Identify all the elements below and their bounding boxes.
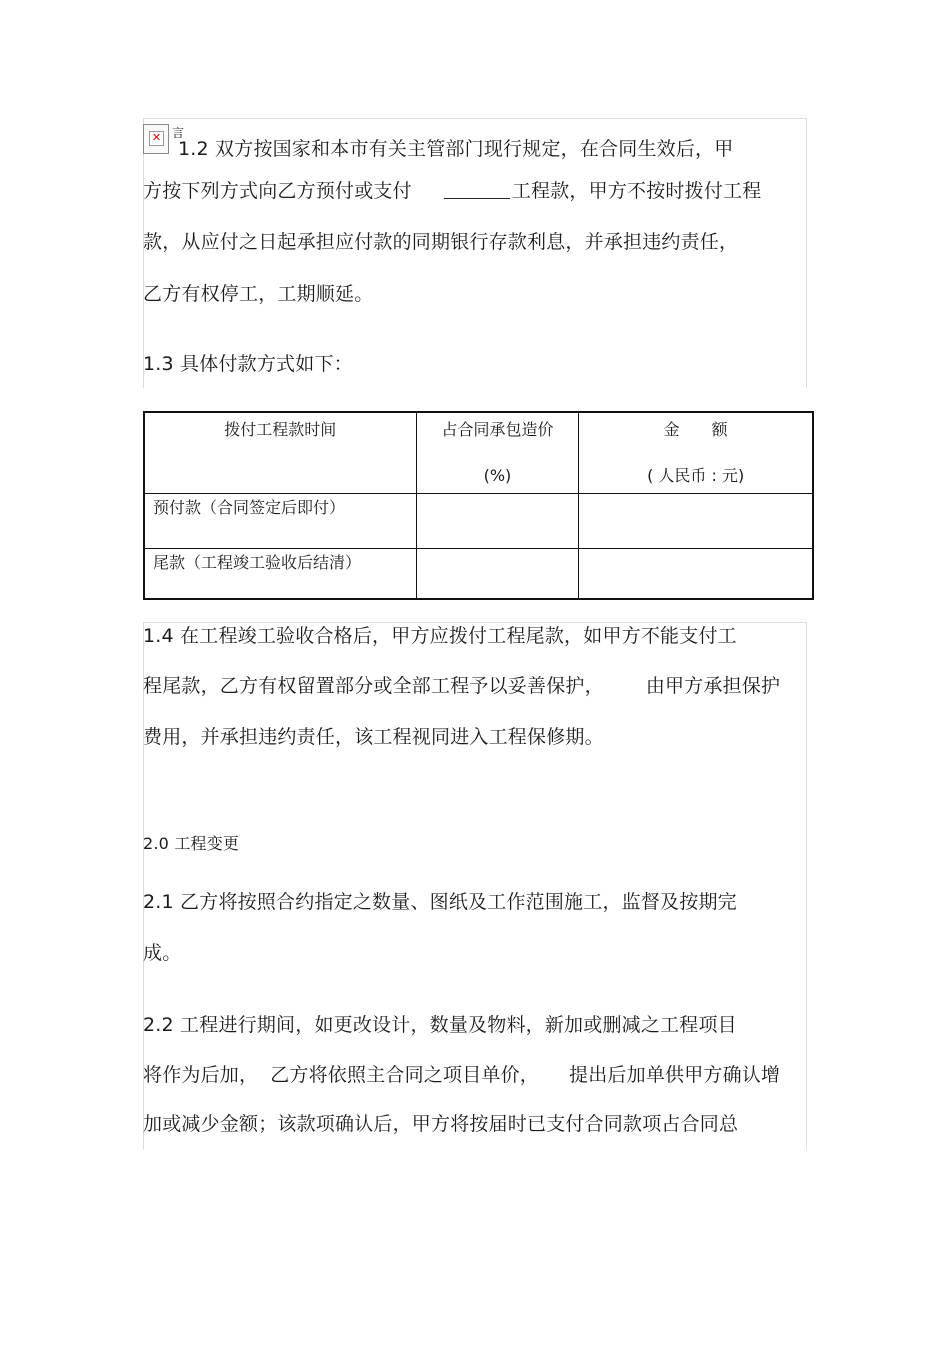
para-2-2-line-2-a: 将作为后加， — [143, 1064, 259, 1086]
para-1-3: 1.3 具体付款方式如下： — [143, 353, 353, 375]
row-percent-cell — [416, 494, 579, 549]
para-2-2-line-1: 2.2 工程进行期间，如更改设计，数量及物料，新加或删减之工程项目 — [143, 1014, 737, 1036]
para-1-4-line-2 — [143, 674, 780, 698]
row-amount-cell — [579, 494, 813, 549]
para-1-2-line-3: 款，从应付之日起承担应付款的同期银行存款利息，并承担违约责任， — [143, 231, 739, 253]
para-1-2-line-4: 乙方有权停工，工期顺延。 — [143, 283, 374, 305]
para-1-2-line-2 — [143, 179, 761, 203]
para-1-4-line-2-end: 由甲方承担保护 — [645, 675, 781, 697]
para-2-1-line-1: 2.1 乙方将按照合约指定之数量、图纸及工作范围施工，监督及按期完 — [143, 891, 737, 913]
frame-right-line — [806, 118, 807, 388]
row-label: 预付款（合同签定后即付） — [144, 494, 416, 549]
para-2-2-line-2 — [143, 1063, 780, 1087]
header-time — [144, 412, 416, 494]
frame-top-line — [143, 118, 807, 119]
para-1-4-line-1: 1.4 在工程竣工验收合格后，甲方应拨付工程尾款，如甲方不能支付工 — [143, 625, 737, 647]
frame-top-line-2 — [143, 622, 807, 623]
table-row — [144, 494, 813, 549]
table-row — [144, 549, 813, 600]
row-percent-cell — [416, 549, 579, 600]
row-label: 尾款（工程竣工验收后结清） — [144, 549, 416, 600]
para-1-4-line-2-start: 程尾款，乙方有权留置部分或全部工程予以妥善保护， — [143, 675, 604, 697]
header-percent — [416, 412, 579, 494]
broken-image-alt-text: 言 — [172, 126, 185, 140]
para-2-2-line-3: 加或减少金额；该款项确认后，甲方将按届时已支付合同款项占合同总 — [143, 1113, 739, 1135]
para-2-2-line-2-c: 提出后加单供甲方确认增 — [569, 1064, 781, 1086]
header-time-label: 拨付工程款时间 — [224, 420, 337, 439]
frame-right-line-2 — [806, 622, 807, 1150]
payment-table — [143, 411, 814, 600]
payment-blank-field — [444, 180, 510, 199]
broken-image-icon — [143, 124, 185, 154]
header-amount-label: 金 额 — [663, 420, 728, 439]
payment-table-header-row — [144, 412, 813, 494]
header-percent-label: 占合同承包造价 — [441, 420, 554, 439]
para-1-4-line-3: 费用，并承担违约责任，该工程视同进入工程保修期。 — [143, 726, 604, 748]
section-2-0-heading: 2.0 工程变更 — [143, 834, 240, 853]
para-1-2-line-2-end: 工程款，甲方不按时拨付工程 — [511, 180, 762, 202]
header-amount-unit: ( 人民币 : 元) — [647, 466, 745, 485]
broken-image-x-icon: ✕ — [149, 131, 164, 146]
para-1-2-line-1: 1.2 双方按国家和本市有关主管部门现行规定，在合同生效后，甲 — [178, 138, 734, 160]
para-1-2-line-2-start: 方按下列方式向乙方预付或支付 — [143, 180, 412, 202]
header-percent-unit: (%) — [483, 466, 512, 485]
para-2-2-line-2-b: 乙方将依照主合同之项目单价， — [270, 1064, 540, 1086]
header-amount — [579, 412, 813, 494]
para-2-1-line-2: 成。 — [143, 942, 182, 964]
row-amount-cell — [579, 549, 813, 600]
